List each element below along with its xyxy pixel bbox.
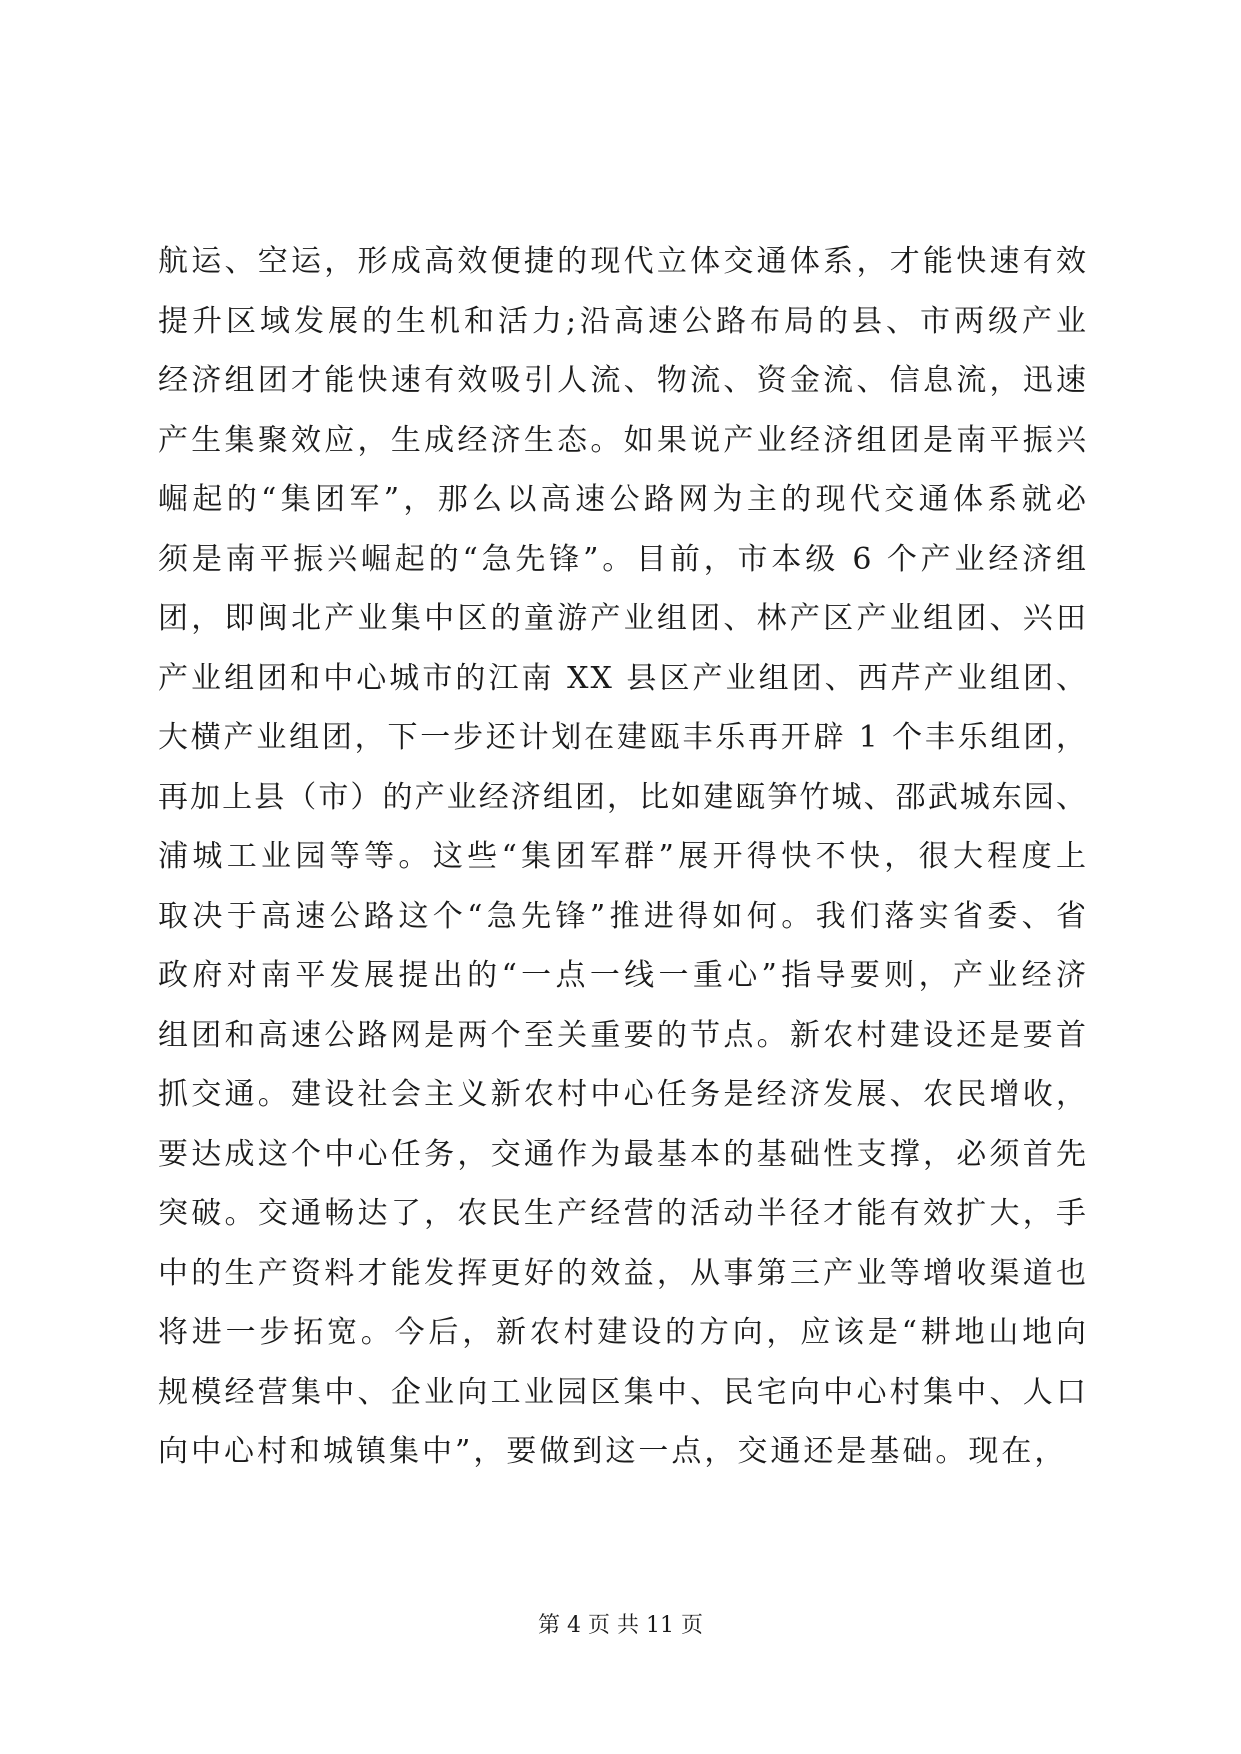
text-line: 政府对南平发展提出的“一点一线一重心”指导要则，产业经济 [158, 958, 1088, 993]
text-line: 将进一步拓宽。今后，新农村建设的方向，应该是“耕地山地向 [158, 1315, 1088, 1350]
text-line: 经济组团才能快速有效吸引人流、物流、资金流、信息流，迅速 [158, 363, 1088, 398]
text-line: 团，即闽北产业集中区的童游产业组团、林产区产业组团、兴田 [158, 601, 1088, 636]
text-line: 浦城工业园等等。这些“集团军群”展开得快不快，很大程度上 [158, 839, 1088, 874]
text-line: 抓交通。建设社会主义新农村中心任务是经济发展、农民增收， [158, 1077, 1088, 1112]
page-footer [0, 1608, 1241, 1639]
text-line: 向中心村和城镇集中”，要做到这一点，交通还是基础。现在， [158, 1434, 1068, 1469]
text-line: 突破。交通畅达了，农民生产经营的活动半径才能有效扩大，手 [158, 1196, 1088, 1231]
text-line: 产业组团和中心城市的江南 XX 县区产业组团、西芹产业组团、 [158, 660, 1088, 696]
text-line: 要达成这个中心任务，交通作为最基本的基础性支撑，必须首先 [158, 1136, 1088, 1172]
text-line: 组团和高速公路网是两个至关重要的节点。新农村建设还是要首 [158, 1017, 1088, 1053]
text-line: 须是南平振兴崛起的“急先锋”。目前，市本级 6 个产业经济组 [158, 541, 1088, 577]
text-line: 航运、空运，形成高效便捷的现代立体交通体系，才能快速有效 [158, 244, 1088, 279]
text-line: 再加上县（市）的产业经济组团，比如建瓯笋竹城、邵武城东园、 [158, 779, 1088, 815]
text-line: 产生集聚效应，生成经济生态。如果说产业经济组团是南平振兴 [158, 422, 1088, 458]
body-text [158, 232, 1088, 1482]
text-line: 中的生产资料才能发挥更好的效益，从事第三产业等增收渠道也 [158, 1255, 1088, 1291]
text-line: 规模经营集中、企业向工业园区集中、民宅向中心村集中、人口 [158, 1374, 1088, 1410]
page-number-label: 第 4 页 共 11 页 [538, 1613, 703, 1638]
text-line: 崛起的“集团军”，那么以高速公路网为主的现代交通体系就必 [158, 482, 1088, 517]
text-line: 取决于高速公路这个“急先锋”推进得如何。我们落实省委、省 [158, 898, 1088, 934]
text-line: 提升区域发展的生机和活力;沿高速公路布局的县、市两级产业 [158, 303, 1088, 339]
text-line: 大横产业组团，下一步还计划在建瓯丰乐再开辟 1 个丰乐组团， [158, 720, 1088, 755]
